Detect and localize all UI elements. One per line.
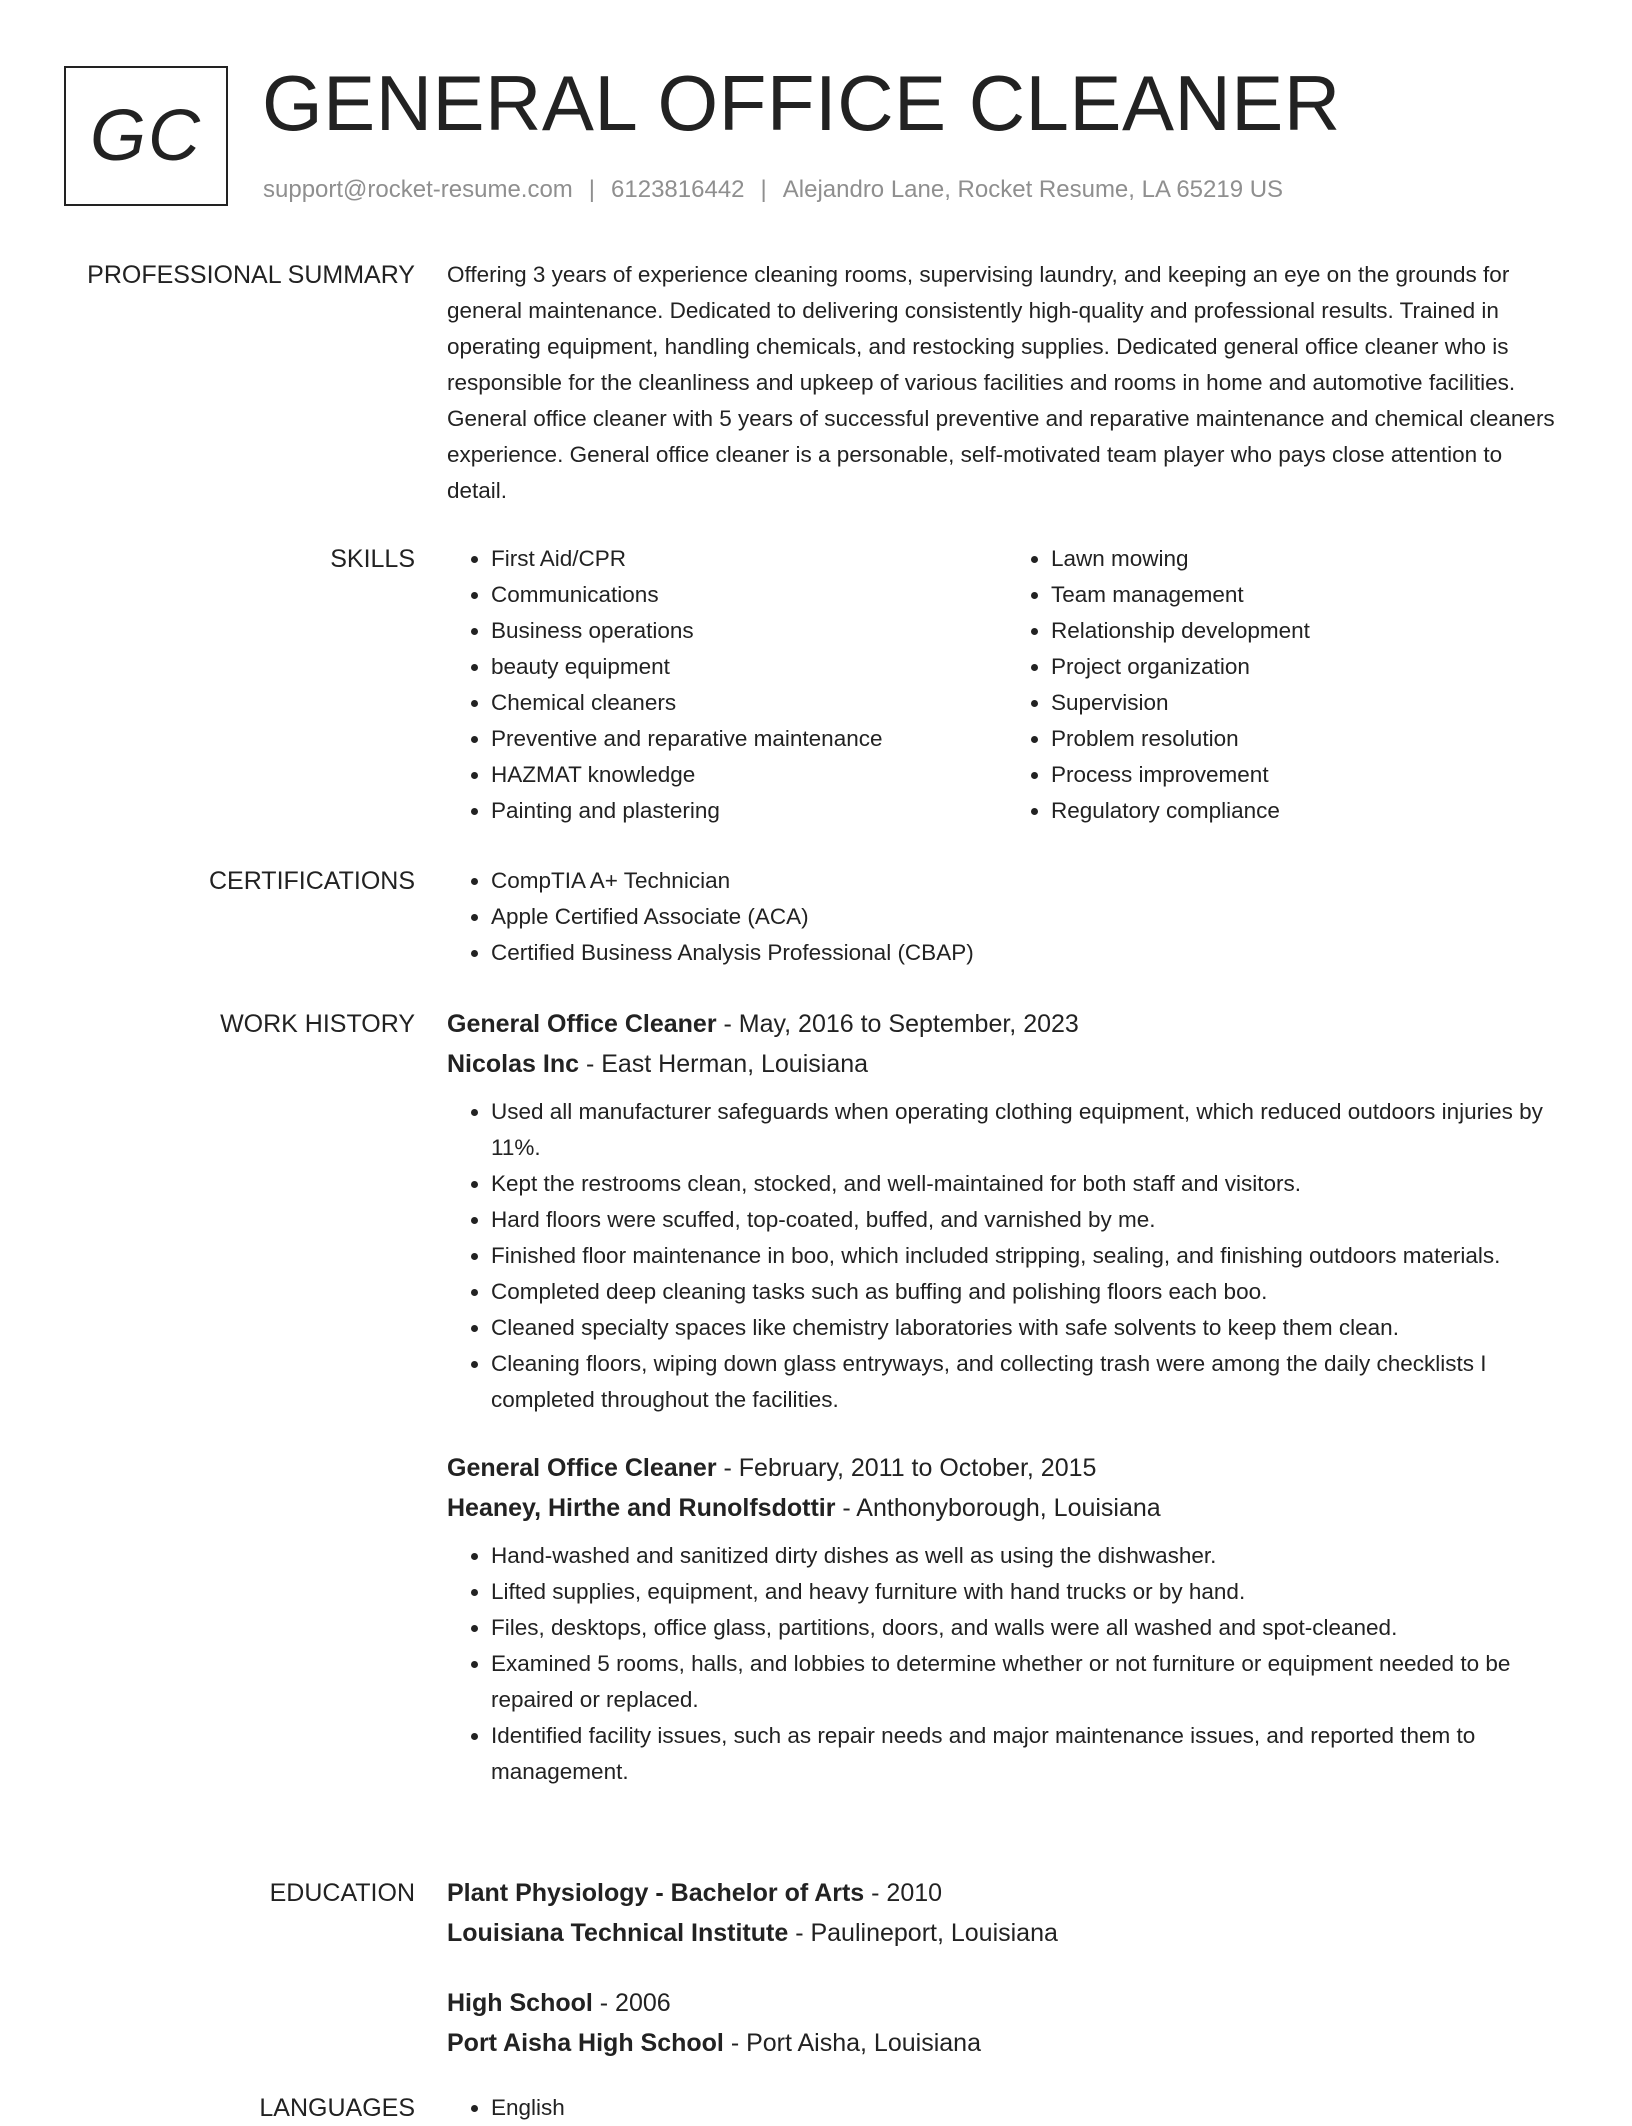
job-bullets bbox=[447, 1538, 1567, 1790]
school-line bbox=[447, 1913, 1567, 1953]
certification-item: • CompTIA A+ Technician bbox=[491, 863, 1567, 899]
degree-line bbox=[447, 1983, 1567, 2023]
email: support@rocket-resume.com bbox=[263, 176, 573, 203]
job-bullet: • Hard floors were scuffed, top-coated, buffed, and varnished by me. bbox=[491, 1202, 1567, 1238]
job-bullet: • Kept the restrooms clean, stocked, and well-maintained for both staff and visitors. bbox=[491, 1166, 1567, 1202]
school: Louisiana Technical Institute bbox=[447, 1919, 789, 1947]
education-entry bbox=[447, 1983, 1567, 2063]
section-label: EDUCATION bbox=[269, 1879, 415, 1907]
phone: 6123816442 bbox=[611, 176, 745, 203]
skills-column-2 bbox=[1007, 541, 1567, 829]
job-dates: - February, 2011 to October, 2015 bbox=[716, 1454, 1097, 1482]
skill-item: • Problem resolution bbox=[1051, 721, 1567, 757]
contact-line bbox=[263, 176, 1283, 204]
skill-item: • Process improvement bbox=[1051, 757, 1567, 793]
job-bullet: • Identified facility issues, such as repair needs and major maintenance issues, and reported them to management. bbox=[491, 1718, 1567, 1790]
section-label: CERTIFICATIONS bbox=[208, 867, 415, 895]
skills-column-1 bbox=[447, 541, 1007, 829]
languages-list bbox=[447, 2090, 1567, 2126]
job-bullet: • Examined 5 rooms, halls, and lobbies to determine whether or not furniture or equipment needed to be repaired or replaced. bbox=[491, 1646, 1567, 1718]
job-location: - East Herman, Louisiana bbox=[579, 1050, 869, 1078]
job-entry bbox=[447, 1448, 1567, 1790]
degree: Plant Physiology - Bachelor of Arts bbox=[447, 1879, 865, 1907]
skill-item: • Relationship development bbox=[1051, 613, 1567, 649]
job-bullet: • Hand-washed and sanitized dirty dishes as well as using the dishwasher. bbox=[491, 1538, 1567, 1574]
skill-item: • Preventive and reparative maintenance bbox=[491, 721, 1007, 757]
skill-item: • Painting and plastering bbox=[491, 793, 1007, 829]
job-location: - Anthonyborough, Louisiana bbox=[835, 1494, 1161, 1522]
section-label: LANGUAGES bbox=[259, 2094, 415, 2122]
certification-item: • Certified Business Analysis Professional (CBAP) bbox=[491, 935, 1567, 971]
job-title: General Office Cleaner bbox=[447, 1010, 717, 1038]
skill-item: • Supervision bbox=[1051, 685, 1567, 721]
resume-name: GENERAL OFFICE CLEANER bbox=[262, 59, 1341, 147]
skill-item: • Lawn mowing bbox=[1051, 541, 1567, 577]
skill-item: • HAZMAT knowledge bbox=[491, 757, 1007, 793]
job-bullet: • Cleaned specialty spaces like chemistry laboratories with safe solvents to keep them clean. bbox=[491, 1310, 1567, 1346]
section-label: WORK HISTORY bbox=[220, 1010, 415, 1038]
monogram bbox=[64, 66, 228, 206]
skill-item: • Regulatory compliance bbox=[1051, 793, 1567, 829]
job-bullet: • Cleaning floors, wiping down glass entryways, and collecting trash were among the daily checklists I completed throughout the facilities. bbox=[491, 1346, 1567, 1418]
job-company-line bbox=[447, 1488, 1567, 1528]
skill-item: • beauty equipment bbox=[491, 649, 1007, 685]
education-body bbox=[447, 1873, 1567, 2063]
separator: | bbox=[588, 176, 596, 203]
job-bullet: • Finished floor maintenance in boo, which included stripping, sealing, and finishing outdoors materials. bbox=[491, 1238, 1567, 1274]
language-item: • English bbox=[491, 2090, 1567, 2126]
degree-year: - 2006 bbox=[592, 1989, 671, 2017]
job-company-line bbox=[447, 1044, 1567, 1084]
degree-line bbox=[447, 1873, 1567, 1913]
job-title-line bbox=[447, 1004, 1567, 1044]
school-line bbox=[447, 2023, 1567, 2063]
address: Alejandro Lane, Rocket Resume, LA 65219 US bbox=[782, 176, 1284, 203]
degree: High School bbox=[447, 1989, 593, 2017]
job-bullet: • Used all manufacturer safeguards when operating clothing equipment, which reduced outdoors injuries by 11%. bbox=[491, 1094, 1567, 1166]
job-bullets bbox=[447, 1094, 1567, 1418]
skill-item: • First Aid/CPR bbox=[491, 541, 1007, 577]
job-company: Nicolas Inc bbox=[447, 1050, 579, 1078]
skill-item: • Project organization bbox=[1051, 649, 1567, 685]
degree-year: - 2010 bbox=[864, 1879, 943, 1907]
job-title-line bbox=[447, 1448, 1567, 1488]
job-bullet: • Lifted supplies, equipment, and heavy furniture with hand trucks or by hand. bbox=[491, 1574, 1567, 1610]
skill-item: • Team management bbox=[1051, 577, 1567, 613]
certification-item: • Apple Certified Associate (ACA) bbox=[491, 899, 1567, 935]
work-history-body bbox=[447, 1004, 1567, 1790]
job-company: Heaney, Hirthe and Runolfsdottir bbox=[447, 1494, 836, 1522]
job-bullet: • Files, desktops, office glass, partitions, doors, and walls were all washed and spot-cleaned. bbox=[491, 1610, 1567, 1646]
education-entry bbox=[447, 1873, 1567, 1953]
certifications-list bbox=[447, 863, 1567, 971]
skills-grid bbox=[447, 541, 1567, 829]
summary-text: Offering 3 years of experience cleaning rooms, supervising laundry, and keeping an eye on the grounds for general maintenance. Dedicated to delivering consistently high-quality and professional results. Trained in operating equipment, handling chemicals, and restocking supplies. Dedicated general office cleaner who is responsible for the cleanliness and upkeep of various facilities and rooms in home and automotive facilities. General office cleaner with 5 years of successful preventive and reparative maintenance and chemical cleaners experience. General office cleaner is a personable, self-motivated team player who pays close attention to detail. bbox=[447, 262, 1555, 503]
job-dates: - May, 2016 to September, 2023 bbox=[716, 1010, 1079, 1038]
skill-item: • Chemical cleaners bbox=[491, 685, 1007, 721]
initials: GC bbox=[90, 96, 202, 176]
school-location: - Port Aisha, Louisiana bbox=[723, 2029, 981, 2057]
section-label: PROFESSIONAL SUMMARY bbox=[87, 261, 415, 289]
school-location: - Paulineport, Louisiana bbox=[788, 1919, 1058, 1947]
job-title: General Office Cleaner bbox=[447, 1454, 717, 1482]
job-bullet: • Completed deep cleaning tasks such as buffing and polishing floors each boo. bbox=[491, 1274, 1567, 1310]
section-label: SKILLS bbox=[330, 545, 415, 573]
job-entry bbox=[447, 1004, 1567, 1418]
separator: | bbox=[760, 176, 767, 203]
skill-item: • Communications bbox=[491, 577, 1007, 613]
school: Port Aisha High School bbox=[447, 2029, 724, 2057]
skill-item: • Business operations bbox=[491, 613, 1007, 649]
